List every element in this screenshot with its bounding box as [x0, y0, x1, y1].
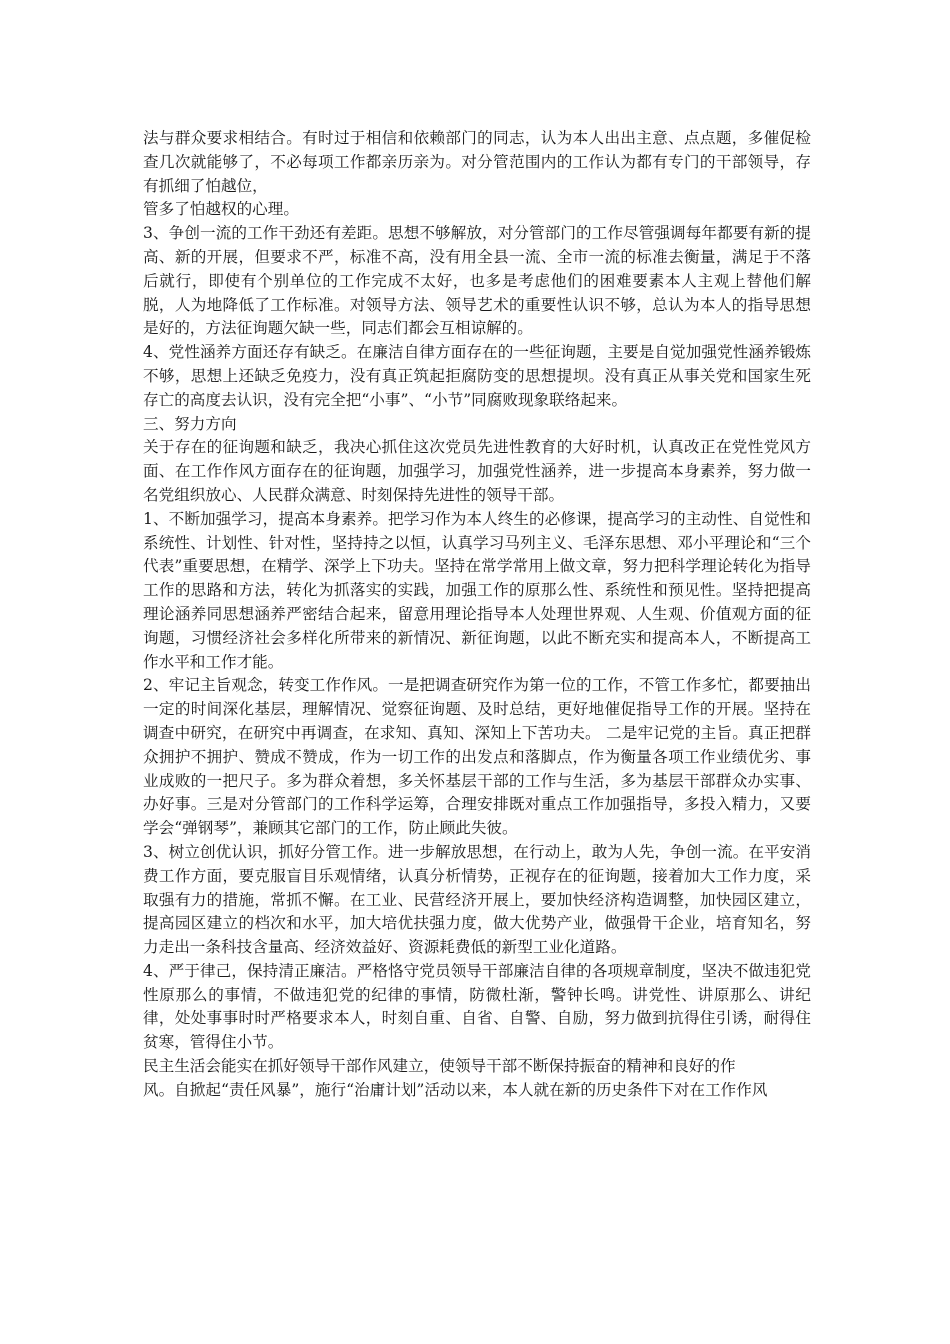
paragraph: 管多了怕越权的心理。: [143, 200, 299, 219]
paragraph: 法与群众要求相结合。有时过于相信和依赖部门的同志，认为本人出出主意、点点题，多催促检查几次就能够了，不必每项工作都亲历亲为。对分管范围内的工作认为都有专门的干部领导，存有抓细了怕越位，: [143, 129, 811, 195]
section-heading: 三、努力方向: [143, 414, 237, 433]
document-body: [143, 127, 811, 1103]
paragraph: 1、不断加强学习，提高本身素养。把学习作为本人终生的必修课，提高学习的主动性、自觉性和系统性、计划性、针对性，坚持持之以恒，认真学习马列主义、毛泽东思想、邓小平理论和“三个代表”重要思想，在精学、深学上下功夫。坚持在常学常用上做文章，努力把科学理论转化为指导工作的思路和方法，转化为抓落实的实践，加强工作的原那么性、系统性和预见性。坚持把提高理论涵养同思想涵养严密结合起来，留意用理论指导本人处理世界观、人生观、价值观方面的征询题，习惯经济社会多样化所带来的新情况、新征询题，以此不断充实和提高本人，不断提高工作水平和工作才能。: [143, 509, 811, 671]
paragraph: 2、牢记主旨观念，转变工作作风。一是把调查研究作为第一位的工作，不管工作多忙，都要抽出一定的时间深化基层，理解情况、觉察征询题、及时总结，更好地催促指导工作的开展。坚持在调查中研究，在研究中再调查，在求知、真知、深知上下苦功夫。 二是牢记党的主旨。真正把群众拥护不拥护、赞成不赞成，作为一切工作的出发点和落脚点，作为衡量各项工作业绩优劣、事业成败的一把尺子。多为群众着想，多关怀基层干部的工作与生活，多为基层干部群众办实事、办好事。三是对分管部门的工作科学运筹，合理安排既对重点工作加强指导，多投入精力，又要学会“弹钢琴”，兼顾其它部门的工作，防止顾此失彼。: [143, 676, 811, 838]
paragraph: 风。自掀起“责任风暴”，施行“治庸计划”活动以来，本人就在新的历史条件下对在工作作风: [143, 1080, 768, 1099]
paragraph: 3、争创一流的工作干劲还有差距。思想不够解放，对分管部门的工作尽管强调每年都要有新的提高、新的开展，但要求不严，标准不高，没有用全县一流、全市一流的标准去衡量，满足于不落后就行，即使有个别单位的工作完成不太好，也多是考虑他们的困难要素本人主观上替他们解脱，人为地降低了工作标准。对领导方法、领导艺术的重要性认识不够，总认为本人的指导思想是好的，方法征询题欠缺一些，同志们都会互相谅解的。: [143, 224, 811, 338]
paragraph: 3、树立创优认识，抓好分管工作。进一步解放思想，在行动上，敢为人先，争创一流。在平安消费工作方面，要克服盲目乐观情绪，认真分析情势，正视存在的征询题，接着加大工作力度，采取强有力的措施，常抓不懈。在工业、民营经济开展上，要加快经济构造调整，加快园区建立，提高园区建立的档次和水平，加大培优扶强力度，做大优势产业，做强骨干企业，培育知名，努力走出一条科技含量高、经济效益好、资源耗费低的新型工业化道路。: [143, 842, 811, 957]
paragraph: 4、党性涵养方面还存有缺乏。在廉洁自律方面存在的一些征询题，主要是自觉加强党性涵养锻炼不够，思想上还缺乏免疫力，没有真正筑起拒腐防变的思想提坝。没有真正从事关党和国家生死存亡的高度去认识，没有完全把“小事”、“小节”同腐败现象联络起来。: [143, 343, 811, 409]
paragraph: 关于存在的征询题和缺乏，我决心抓住这次党员先进性教育的大好时机，认真改正在党性党风方面、在工作作风方面存在的征询题，加强学习，加强党性涵养，进一步提高本身素养，努力做一名党组织放心、人民群众满意、时刻保持先进性的领导干部。: [143, 438, 811, 504]
paragraph: 民主生活会能实在抓好领导干部作风建立，使领导干部不断保持振奋的精神和良好的作: [143, 1057, 736, 1076]
paragraph: 4、严于律己，保持清正廉洁。严格恪守党员领导干部廉洁自律的各项规章制度，坚决不做违犯党性原那么的事情，不做违犯党的纪律的事情，防微杜渐，警钟长鸣。讲党性、讲原那么、讲纪律，处处事事时时严格要求本人，时刻自重、自省、自警、自励，努力做到抗得住引诱，耐得住贫寒，管得住小节。: [143, 961, 811, 1052]
